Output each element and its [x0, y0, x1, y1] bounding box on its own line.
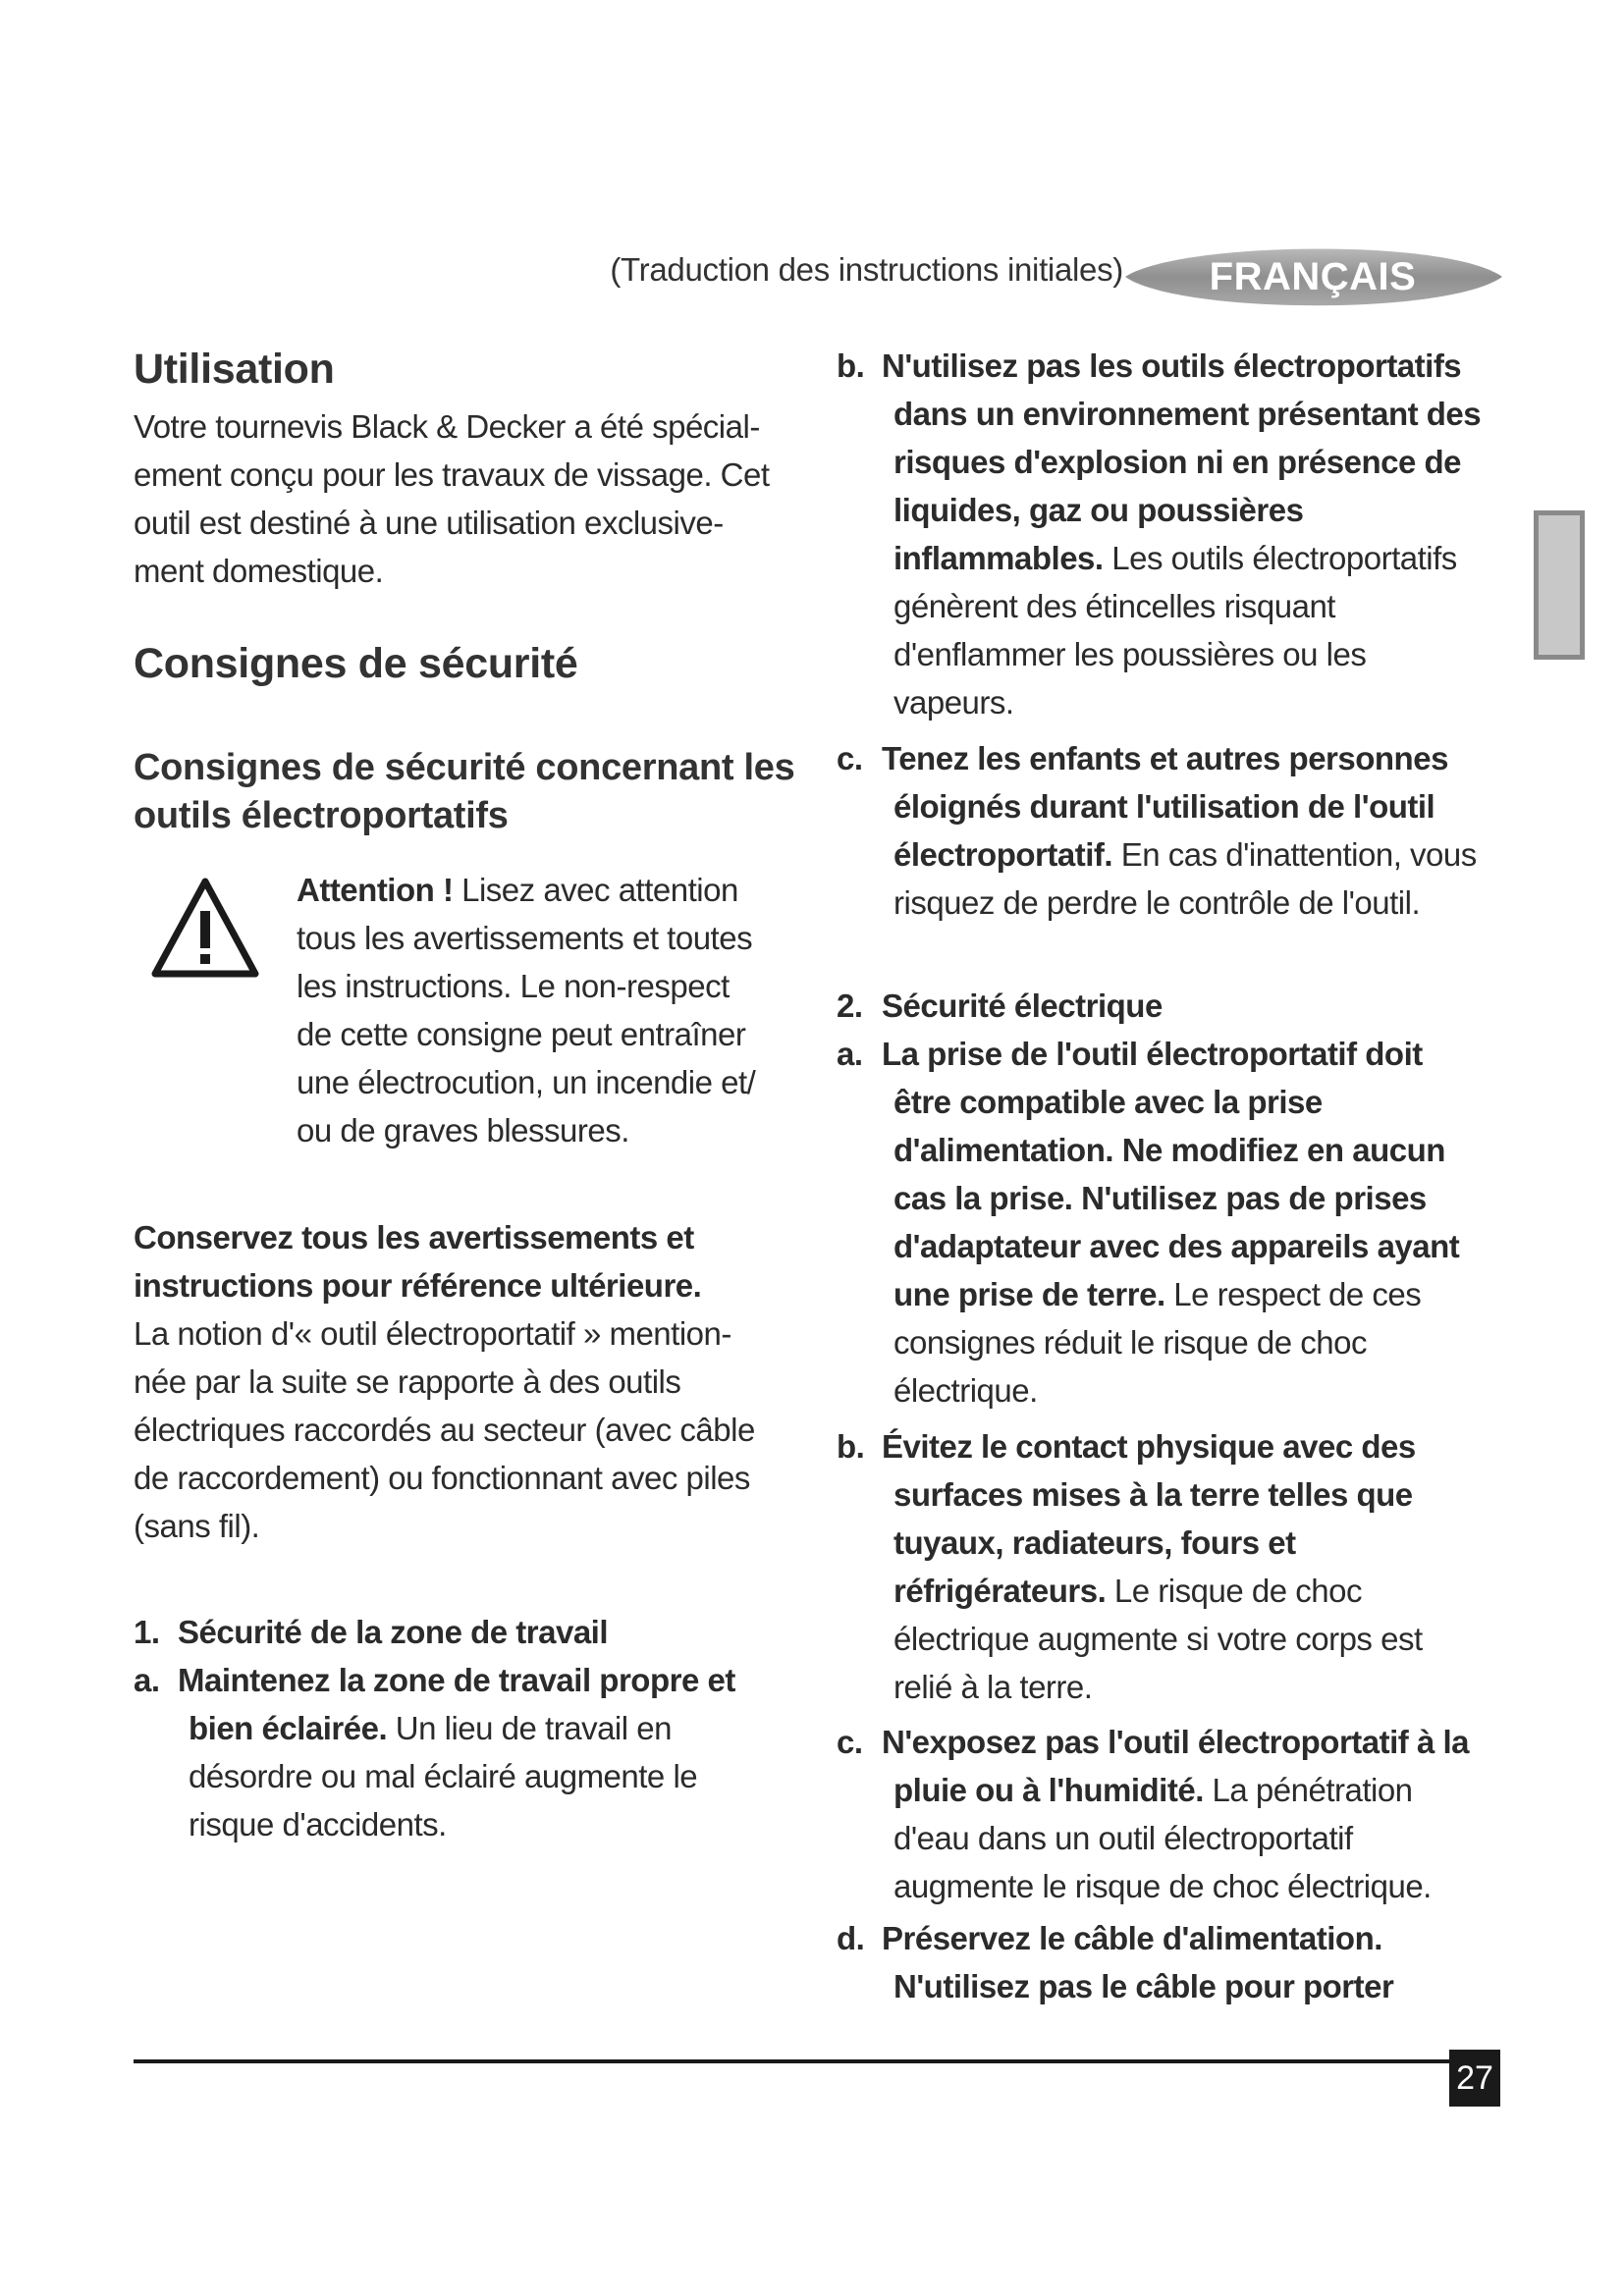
text-line: Préservez le câble d'alimentation. [882, 1920, 1382, 1956]
text-run: une prise de terre. [893, 1276, 1165, 1312]
text-line: (sans fil). [134, 1508, 260, 1544]
text-run: inflammables. [893, 540, 1104, 576]
text-run: Lisez avec attention [453, 872, 738, 908]
list-marker: a. [837, 1036, 863, 1072]
text-line: La notion d'« outil électroportatif » mention- [134, 1315, 731, 1352]
text-run: pluie ou à l'humidité. [893, 1772, 1204, 1808]
text-line: Maintenez la zone de travail propre et [178, 1662, 735, 1698]
text-line: les instructions. Le non-respect [297, 968, 730, 1004]
text-line: ement conçu pour les travaux de vissage. Cet [134, 456, 770, 493]
text-line: Conservez tous les avertissements et [134, 1219, 694, 1255]
list-marker: 2. [837, 988, 863, 1024]
text-line: augmente le risque de choc électrique. [893, 1868, 1432, 1904]
warning-text [297, 866, 807, 1154]
page-number: 27 [1449, 2050, 1500, 2107]
text-run: électroportatif. [893, 836, 1113, 873]
text-line: instructions pour référence ultérieure. [134, 1267, 702, 1304]
text-line: surfaces mises à la terre telles que [893, 1476, 1413, 1513]
text-line: tuyaux, radiateurs, fours et [893, 1524, 1296, 1561]
text-line: une électrocution, un incendie et/ [297, 1064, 756, 1100]
text-line: d'alimentation. Ne modifiez en aucun [893, 1132, 1445, 1168]
section-2-heading [837, 982, 1514, 1030]
list-item-2c [837, 1718, 1514, 1910]
section-title: Sécurité électrique [882, 988, 1163, 1024]
text-line: risque d'accidents. [189, 1806, 447, 1842]
text-run: Les outils électroportatifs [1103, 540, 1457, 576]
translation-note: (Traduction des instructions initiales) [610, 251, 1123, 288]
text-line: La prise de l'outil électroportatif doit [882, 1036, 1423, 1072]
list-item-2d [837, 1914, 1514, 2010]
list-item-1b [837, 342, 1514, 726]
warning-triangle-icon [151, 876, 259, 980]
usage-paragraph [134, 402, 770, 595]
text-line: Tenez les enfants et autres personnes [882, 740, 1448, 776]
list-item-1a [134, 1656, 801, 1848]
text-line: d'enflammer les poussières ou les [893, 636, 1367, 672]
language-label: FRANÇAIS [1209, 254, 1417, 298]
text-line: ou de graves blessures. [297, 1112, 629, 1148]
list-marker: c. [837, 1724, 863, 1760]
text-line: d'adaptateur avec des appareils ayant [893, 1228, 1460, 1264]
text-line: N'exposez pas l'outil électroportatif à la [882, 1724, 1470, 1760]
power-tools-heading [134, 744, 794, 840]
text-line: de cette consigne peut entraîner [297, 1016, 746, 1052]
text-run: La pénétration [1203, 1772, 1413, 1808]
text-line: électrique augmente si votre corps est [893, 1621, 1423, 1657]
language-badge [1119, 236, 1506, 318]
section-1-heading [134, 1608, 801, 1656]
text-line: génèrent des étincelles risquant [893, 588, 1335, 624]
text-line: tous les avertissements et toutes [297, 920, 753, 956]
footer-rule [134, 2059, 1449, 2063]
heading-line: outils électroportatifs [134, 795, 509, 836]
list-marker: d. [837, 1920, 865, 1956]
usage-heading: Utilisation [134, 346, 335, 393]
section-title: Sécurité de la zone de travail [178, 1614, 609, 1650]
text-run: Le risque de choc [1106, 1573, 1362, 1609]
list-item-2b [837, 1422, 1514, 1711]
text-line: relié à la terre. [893, 1669, 1093, 1705]
text-line: être compatible avec la prise [893, 1084, 1323, 1120]
text-line: risques d'explosion ni en présence de [893, 444, 1462, 480]
language-side-tab [1534, 510, 1585, 660]
text-line: électrique. [893, 1372, 1038, 1409]
text-run: réfrigérateurs. [893, 1573, 1107, 1609]
warning-label: Attention ! [297, 872, 454, 908]
text-line: née par la suite se rapporte à des outils [134, 1363, 681, 1400]
text-line: N'utilisez pas le câble pour porter [893, 1968, 1394, 2004]
list-marker: c. [837, 740, 863, 776]
safety-heading: Consignes de sécurité [134, 640, 578, 687]
list-marker: a. [134, 1662, 160, 1698]
text-line: liquides, gaz ou poussières [893, 492, 1304, 528]
text-line: électriques raccordés au secteur (avec câble [134, 1412, 755, 1448]
text-run: Le respect de ces [1164, 1276, 1422, 1312]
text-run: En cas d'inattention, vous [1112, 836, 1477, 873]
text-line: Évitez le contact physique avec des [882, 1428, 1416, 1465]
list-item-1c [837, 734, 1514, 927]
list-marker: b. [837, 1428, 865, 1465]
text-line: éloignés durant l'utilisation de l'outil [893, 788, 1435, 825]
text-line: consignes réduit le risque de choc [893, 1324, 1367, 1361]
text-line: de raccordement) ou fonctionnant avec piles [134, 1460, 750, 1496]
text-run: bien éclairée. [189, 1710, 388, 1746]
text-line: désordre ou mal éclairé augmente le [189, 1758, 698, 1794]
text-line: cas la prise. N'utilisez pas de prises [893, 1180, 1427, 1216]
keep-instructions-paragraph [134, 1213, 755, 1550]
text-line: Votre tournevis Black & Decker a été spécial- [134, 408, 760, 445]
text-line: risquez de perdre le contrôle de l'outil. [893, 884, 1421, 921]
text-line: vapeurs. [893, 684, 1014, 721]
text-line: dans un environnement présentant des [893, 396, 1482, 432]
text-line: ment domestique. [134, 553, 384, 589]
text-line: outil est destiné à une utilisation exclusive- [134, 505, 724, 541]
text-line: d'eau dans un outil électroportatif [893, 1820, 1353, 1856]
list-marker: b. [837, 347, 865, 384]
text-line: N'utilisez pas les outils électroportatifs [882, 347, 1462, 384]
list-marker: 1. [134, 1614, 160, 1650]
heading-line: Consignes de sécurité concernant les [134, 747, 795, 788]
text-run: Un lieu de travail en [387, 1710, 672, 1746]
list-item-2a [837, 1030, 1514, 1415]
